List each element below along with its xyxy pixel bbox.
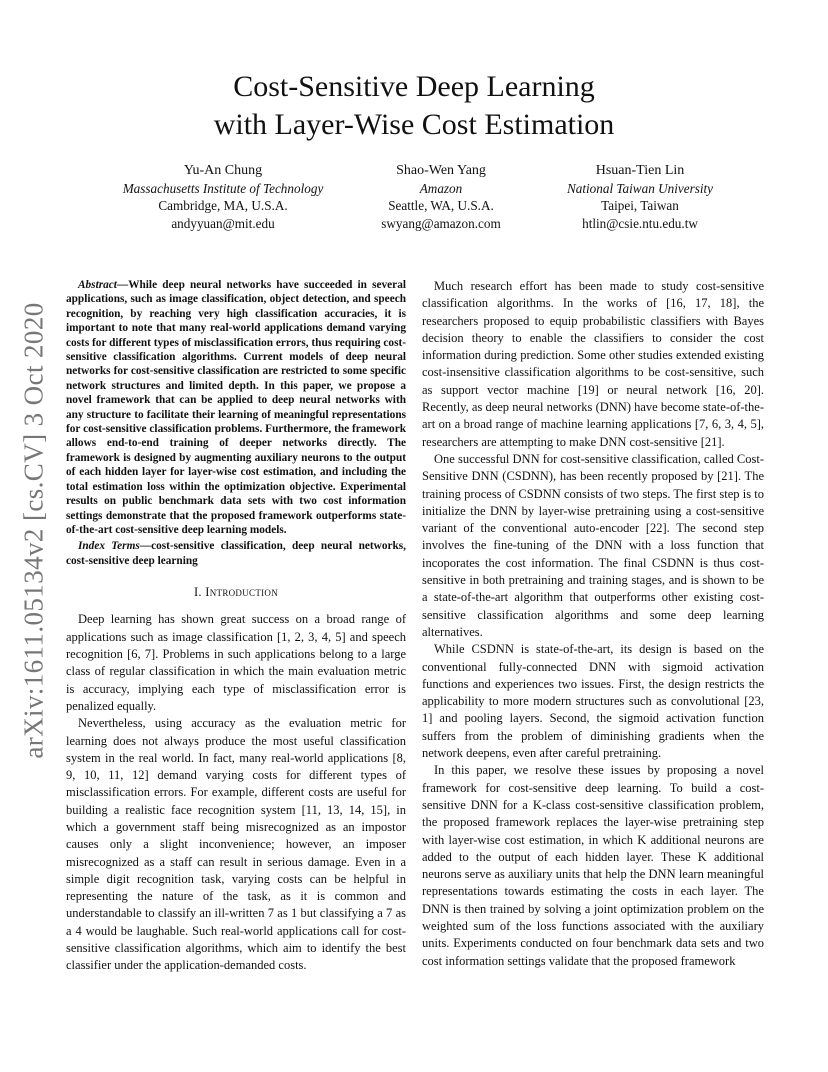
author-3 <box>520 162 760 232</box>
author-location: Taipei, Taiwan <box>601 198 679 213</box>
author-affiliation: National Taiwan University <box>566 180 714 196</box>
right-column <box>422 278 764 970</box>
abstract <box>66 278 406 537</box>
right-paragraph-4: In this paper, we resolve these issues by proposing a novel framework for cost-sensitive deep learning. To build a cost-sensitive DNN for a K-class cost-sensitive classification problem, the proposed framework replaces the layer-wise pretraining step with layer-wise cost estimation, in which K additional neurons are added to the output of each hidden layer. These K additional neurons serve as auxiliary units that help the DNN learn meaningful representations towards estimating the costs in each layer. The DNN is then trained by solving a joint optimization problem on the weighted sum of the loss functions associated with the auxiliary units. Experiments conducted on four benchmark data sets and two cost information settings validate that the proposed framework <box>422 763 764 968</box>
author-affiliation: Massachusetts Institute of Technology <box>122 180 324 196</box>
title-line-2: with Layer-Wise Cost Estimation <box>213 108 615 141</box>
author-email: andyyuan@mit.edu <box>171 215 275 231</box>
index-terms-text: —cost-sensitive classification, deep neural networks, cost-sensitive deep learning <box>66 540 406 567</box>
left-column <box>66 278 406 975</box>
abstract-label: Abstract <box>78 279 117 291</box>
author-affiliation: Amazon <box>419 180 463 196</box>
right-paragraph-2: One successful DNN for cost-sensitive classification, called Cost-Sensitive DNN (CSDNN), has been recently proposed by [21]. The training process of CSDNN consists of two steps. The first step is to initialize the DNN by layer-wise pretraining using a cost-sensitive variant of the conventional auto-encoder [22]. The second step involves the fine-tuning of the DNN with a loss function that incoporates the cost information. The final CSDNN is thus cost-sensitive in both pretraining and training stages, and is shown to be a state-of-the-art algorithm that outperforms other existing cost-sensitive classification algorithms and some deep learning alternatives. <box>422 451 764 639</box>
section-heading-introduction: I. Introduction <box>193 585 279 600</box>
author-block <box>0 162 828 242</box>
author-1 <box>103 162 343 232</box>
author-location: Seattle, WA, U.S.A. <box>388 198 494 213</box>
author-location: Cambridge, MA, U.S.A. <box>158 198 288 213</box>
index-terms-label: Index Terms <box>78 540 140 553</box>
intro-paragraph-1: Deep learning has shown great success on a broad range of applications such as image classification [1, 2, 3, 4, 5] and speech recognition [6, 7]. Problems in such applications belong to a large class of regular classification in which the main evaluation metric is accuracy, implying each type of misclassification error is penalized equally. <box>66 612 406 713</box>
index-terms <box>66 539 406 568</box>
author-email: swyang@amazon.com <box>381 215 501 231</box>
author-email: htlin@csie.ntu.edu.tw <box>582 215 698 231</box>
author-name: Yu-An Chung <box>183 163 263 178</box>
title-line-1: Cost-Sensitive Deep Learning <box>233 70 595 103</box>
arxiv-identifier: arXiv:1611.05134v2 [cs.CV] 3 Oct 2020 <box>18 301 49 759</box>
paper-title <box>0 68 828 144</box>
right-paragraph-1: Much research effort has been made to study cost-sensitive classification algorithms. In the works of [16, 17, 18], the researchers proposed to equip probabilistic classifiers with Bayes decision theory to enable the classifiers to consider the cost information during prediction. Some other studies extended existing cost-insensitive classification algorithms to be cost-sensitive, such as support vector machine [19] or neural network [16, 20]. Recently, as deep neural networks (DNN) have become state-of-the-art on a broad range of machine learning applications [7, 6, 3, 4, 5], researchers are attempting to make DNN cost-sensitive [21]. <box>422 279 764 449</box>
arxiv-sidebar <box>14 290 54 770</box>
right-paragraph-3: While CSDNN is state-of-the-art, its design is based on the conventional fully-connected DNN with sigmoid activation functions and experiences two issues. First, the design restricts the applicability to more modern structures such as convolutional [23, 1] and pooling layers. Second, the sigmoid activation function suffers from the problem of diminishing gradients when the network deepens, even after careful pretraining. <box>422 642 764 761</box>
intro-paragraph-2: Nevertheless, using accuracy as the evaluation metric for learning does not always produce the most useful classification system in the real world. In fact, many real-world applications [8, 9, 10, 11, 12] demand varying costs for different types of misclassification errors. For example, different costs are useful for building a realistic face recognition system [11, 13, 14, 15], in which a government staff being misrecognized as an impostor causes only a slight inconvenience; however, an imposer misrecognized as a staff can result in serious damage. Even in a simple digit recognition task, varying costs can be helpful in representing the nature of the task, as it is common and understandable to classify an ill-written 7 as 1 but classifying a 7 as a 4 would be laughable. Such real-world applications call for cost-sensitive classification algorithms, which aim to identify the best classifier under the application-demanded costs. <box>66 716 406 973</box>
abstract-text: —While deep neural networks have succeeded in several applications, such as image classification, object detection, and speech recognition, by reaching very high classification accuracies, it is important to note that many real-world applications demand varying costs for different types of misclassification errors, thus requiring cost-sensitive classification algorithms. Current models of deep neural networks for cost-sensitive classification are restricted to some specific network structures and limited depth. In this paper, we propose a novel framework that can be applied to deep neural networks with any structure to facilitate their learning of meaningful representations for cost-sensitive classification problems. Furthermore, the framework allows end-to-end training of deeper networks directly. The framework is designed by augmenting auxiliary neurons to the output of each hidden layer for layer-wise cost estimation, and including the total estimation loss within the optimization objective. Experimental results on public benchmark data sets with two cost information settings demonstrate that the proposed framework outperforms state-of-the-art cost-sensitive deep learning models. <box>66 279 406 536</box>
author-name: Shao-Wen Yang <box>396 163 486 178</box>
author-name: Hsuan-Tien Lin <box>595 163 685 178</box>
